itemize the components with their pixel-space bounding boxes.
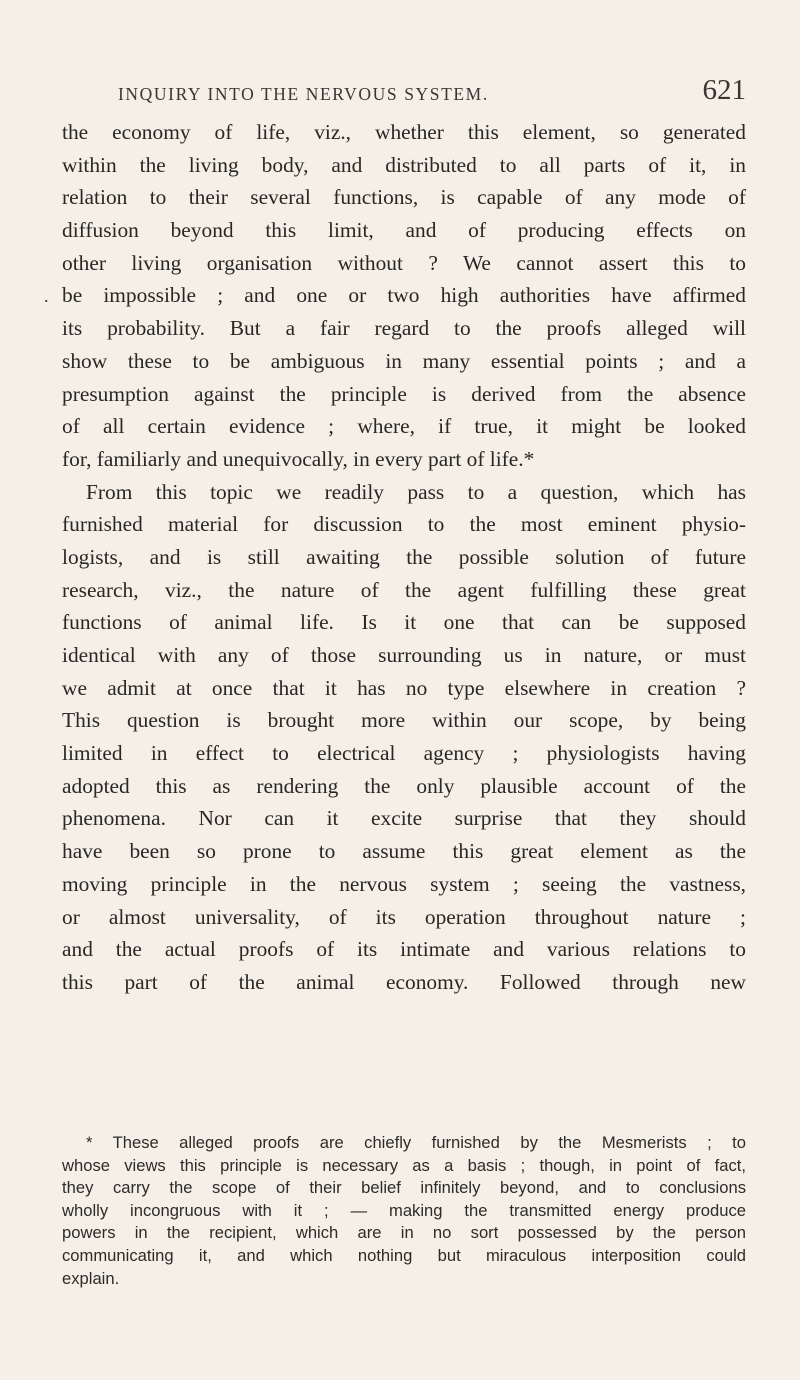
footnote-line: explain. (62, 1268, 120, 1288)
body-line: diffusion beyond this limit, and of producing effects on (62, 218, 746, 243)
running-title: INQUIRY INTO THE NERVOUS SYSTEM. (118, 84, 489, 104)
footnote-line: they carry the scope of their belief infinitely beyond, and to conclusions (62, 1178, 746, 1198)
body-line: functions of animal life. Is it one that can be supposed (62, 610, 746, 635)
footnote-line: wholly incongruous with it ; — making the transmitted energy produce (62, 1200, 746, 1220)
body-line: for, familiarly and unequivocally, in every part of life.* (62, 446, 535, 471)
body-line: research, viz., the nature of the agent fulfilling these great (62, 577, 746, 602)
body-line: this part of the animal economy. Followed through new (62, 969, 746, 994)
body-line: be impossible ; and one or two high authorities have affirmed (62, 283, 746, 308)
body-line: other living organisation without ? We cannot assert this to (62, 250, 746, 275)
body-line: presumption against the principle is derived from the absence (62, 381, 746, 406)
body-line: its probability. But a fair regard to the proofs alleged will (62, 316, 746, 341)
body-line: and the actual proofs of its intimate and various relations to (62, 937, 746, 962)
body-line: we admit at once that it has no type elsewhere in creation ? (62, 675, 746, 700)
footnote (62, 1132, 746, 1290)
margin-mark: . (44, 286, 49, 306)
body-line: limited in effect to electrical agency ; physiologists having (62, 741, 746, 766)
body-line: From this topic we readily pass to a question, which has (86, 479, 746, 504)
body-line: identical with any of those surrounding us in nature, or must (62, 643, 746, 667)
body-line: relation to their several functions, is capable of any mode of (62, 185, 746, 210)
body-text (62, 116, 746, 999)
footnote-line: powers in the recipient, which are in no sort possessed by the person (62, 1223, 746, 1243)
body-line: of all certain evidence ; where, if true, it might be looked (62, 414, 746, 439)
running-head (118, 74, 746, 110)
page-number: 621 (702, 74, 746, 106)
body-line: have been so prone to assume this great element as the (62, 839, 746, 864)
body-line: the economy of life, viz., whether this element, so generated (62, 120, 746, 144)
body-line: or almost universality, of its operation throughout nature ; (62, 904, 746, 929)
body-line: furnished material for discussion to the most eminent physio- (62, 512, 746, 537)
body-line: logists, and is still awaiting the possible solution of future (62, 544, 746, 569)
body-line: phenomena. Nor can it excite surprise that they should (62, 806, 746, 831)
body-line: This question is brought more within our scope, by being (62, 708, 746, 733)
footnote-line: * These alleged proofs are chiefly furnished by the Mesmerists ; to (86, 1133, 746, 1152)
body-line: adopted this as rendering the only plausible account of the (62, 773, 746, 798)
footnote-line: whose views this principle is necessary as a basis ; though, in point of fact, (62, 1155, 746, 1175)
body-line: moving principle in the nervous system ; seeing the vastness, (62, 871, 746, 896)
body-line: within the living body, and distributed to all parts of it, in (62, 152, 746, 177)
footnote-line: communicating it, and which nothing but miraculous interposition could (62, 1245, 746, 1265)
body-line: show these to be ambiguous in many essential points ; and a (62, 348, 746, 373)
